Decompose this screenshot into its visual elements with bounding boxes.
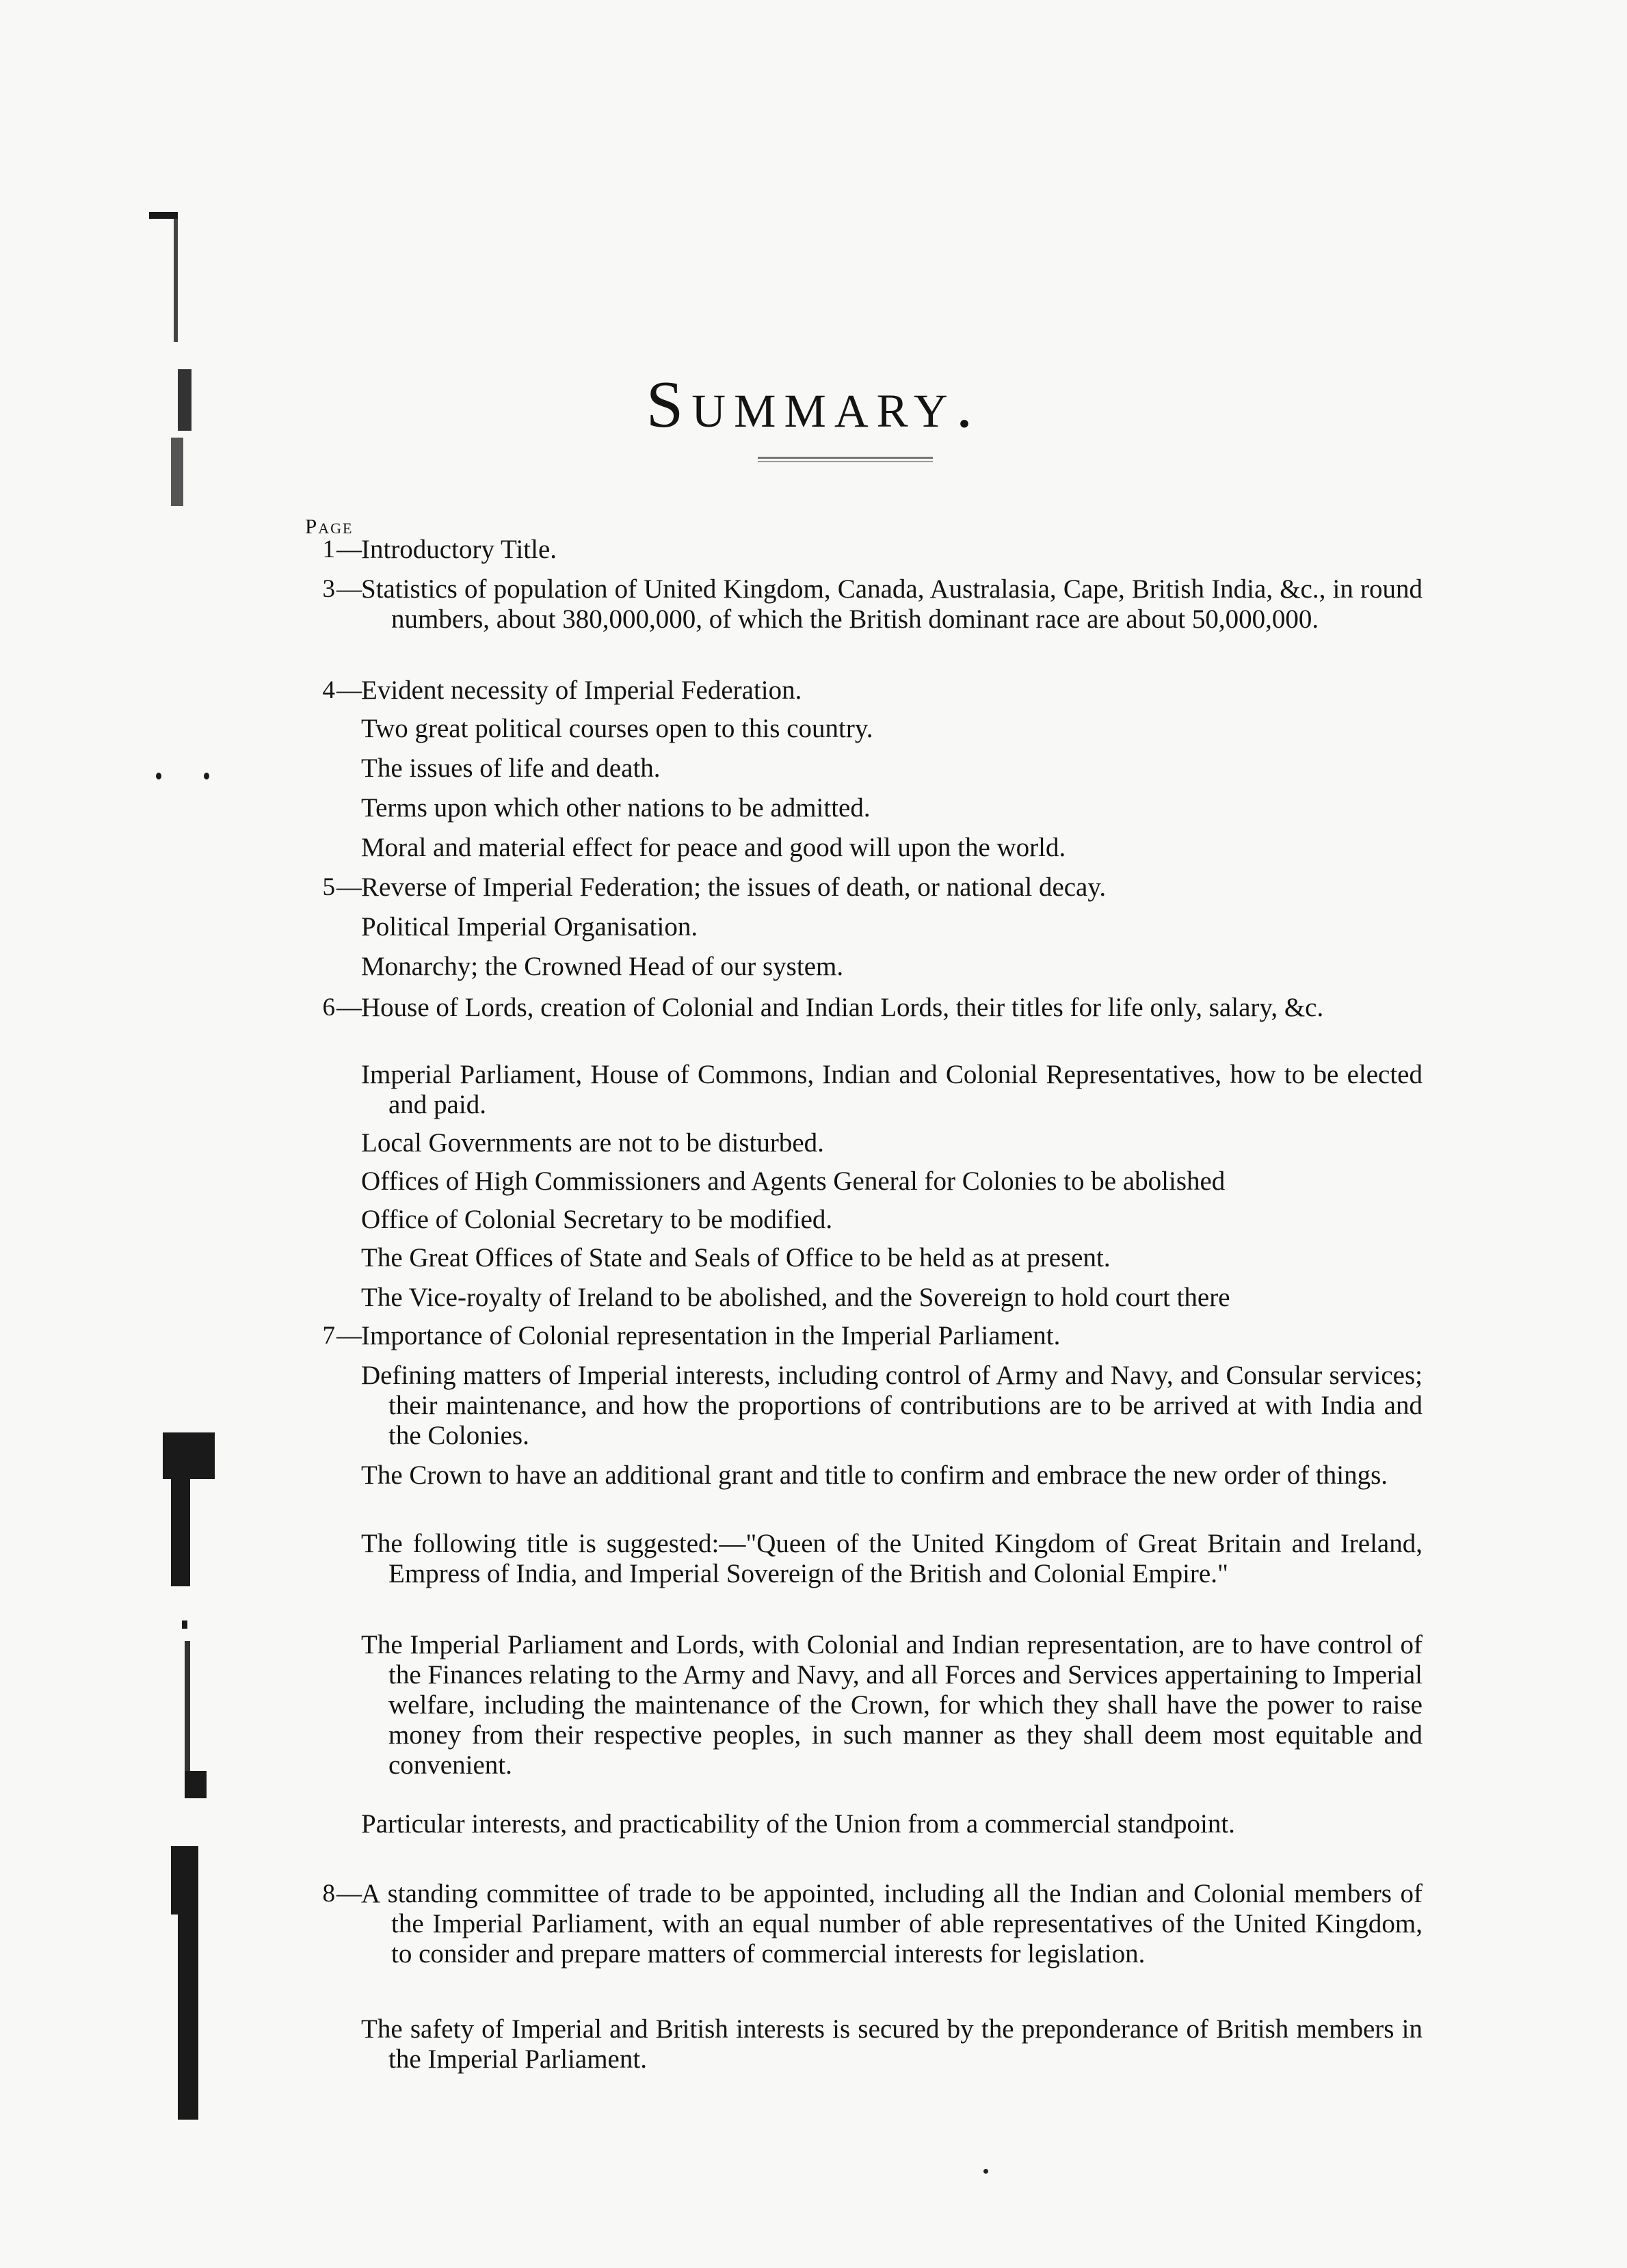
- summary-entry: [361, 872, 1423, 903]
- entry-text: The Vice-royalty of Ireland to be abolished, and the Sovereign to hold court there: [361, 1283, 1230, 1312]
- summary-entry: [361, 1809, 1423, 1839]
- summary-entry: [361, 1460, 1423, 1491]
- summary-entry: [361, 714, 1423, 744]
- summary-entry: [361, 1205, 1423, 1235]
- entry-dash: —: [336, 1880, 362, 1908]
- entry-text: The Great Offices of State and Seals of Office to be held as at present.: [361, 1243, 1111, 1272]
- entry-text: Introductory Title.: [361, 535, 557, 564]
- entry-text: Imperial Parliament, House of Commons, Indian and Colonial Representatives, how to be elected and paid.: [361, 1060, 1423, 1119]
- page-speck: [983, 2169, 988, 2174]
- entry-text: Monarchy; the Crowned Head of our system.: [361, 952, 844, 981]
- summary-entry: [361, 952, 1423, 982]
- summary-entry: [361, 833, 1423, 863]
- entry-page-number: 1: [322, 535, 335, 563]
- summary-entry: [361, 1128, 1423, 1158]
- entry-page-number: 5: [322, 873, 335, 901]
- summary-entry: [361, 2014, 1423, 2074]
- entry-text: A standing committee of trade to be appointed, including all the Indian and Colonial members of the Imperial Parliament, with an equal number of able representatives of the United Kingdom, to consider and prepare matters of commercial interests for legislation.: [361, 1879, 1423, 1969]
- entry-page-number: 7: [322, 1322, 335, 1350]
- entry-text: Defining matters of Imperial interests, including control of Army and Navy, and Consular services; their maintenance, and how the proportions of contributions are to be arrived at with India and the Colonies.: [361, 1361, 1423, 1450]
- summary-entry: [361, 1060, 1423, 1120]
- entry-text: Two great political courses open to this country.: [361, 714, 873, 743]
- summary-entry: [361, 1166, 1423, 1197]
- entry-text: House of Lords, creation of Colonial and Indian Lords, their titles for life only, salary, &c.: [361, 993, 1324, 1022]
- entry-page-number: 3: [322, 575, 335, 603]
- entry-text: Importance of Colonial representation in the Imperial Parliament.: [361, 1321, 1061, 1350]
- entry-text: Moral and material effect for peace and good will upon the world.: [361, 833, 1066, 862]
- entry-text: Office of Colonial Secretary to be modified.: [361, 1205, 833, 1234]
- entry-text: Political Imperial Organisation.: [361, 912, 698, 942]
- entry-text: The Imperial Parliament and Lords, with Colonial and Indian representation, are to have control of the Finances relating to the Army and Navy, and all Forces and Services appertaining to Imperial welfare, including the maintenance of the Crown, for which they shall have the power to raise money from their respective peoples, in such manner as they shall deem most equitable and convenient.: [361, 1630, 1423, 1780]
- page-title: Summary.: [646, 367, 981, 442]
- entry-text: The issues of life and death.: [361, 753, 661, 783]
- summary-entry: [361, 912, 1423, 942]
- summary-entry: [361, 993, 1423, 1023]
- summary-entry: [361, 793, 1423, 823]
- entry-dash: —: [336, 1322, 362, 1350]
- entry-dash: —: [336, 535, 362, 563]
- summary-entry: [361, 1243, 1423, 1273]
- summary-entry: [361, 574, 1423, 635]
- entry-dash: —: [336, 873, 362, 901]
- entry-text: Evident necessity of Imperial Federation.: [361, 676, 802, 705]
- entry-text: Local Governments are not to be disturbed.: [361, 1128, 824, 1158]
- entry-text: Reverse of Imperial Federation; the issues of death, or national decay.: [361, 872, 1107, 902]
- summary-entry: [361, 1879, 1423, 1969]
- entry-dash: —: [336, 575, 362, 603]
- summary-entry: [361, 753, 1423, 784]
- entry-text: Terms upon which other nations to be admitted.: [361, 793, 871, 823]
- entry-dash: —: [336, 676, 362, 704]
- summary-entry: [361, 535, 1423, 565]
- entry-text: The safety of Imperial and British interests is secured by the preponderance of British members in the Imperial Parliament.: [361, 2014, 1423, 2074]
- binding-edge-marks: [144, 205, 205, 1915]
- entry-page-number: 8: [322, 1880, 335, 1908]
- summary-entry: [361, 676, 1423, 706]
- summary-entry: [361, 1361, 1423, 1451]
- entry-text: Particular interests, and practicability of the Union from a commercial standpoint.: [361, 1809, 1235, 1839]
- page-column-header: Page: [305, 514, 354, 538]
- title-rule: [758, 457, 933, 462]
- entry-text: Offices of High Commissioners and Agents General for Colonies to be abolished: [361, 1166, 1226, 1196]
- entry-text: The Crown to have an additional grant and title to confirm and embrace the new order of things.: [361, 1460, 1388, 1490]
- entry-page-number: 4: [322, 676, 335, 704]
- entry-text: Statistics of population of United Kingdom, Canada, Australasia, Cape, British India, &c., in round numbers, about 380,000,000, of which the British dominant race are about 50,000,000.: [361, 574, 1423, 634]
- summary-entry: [361, 1321, 1423, 1351]
- summary-entry: [361, 1529, 1423, 1589]
- entry-text: The following title is suggested:—"Queen of the United Kingdom of Great Britain and Ireland, Empress of India, and Imperial Sovereign of the British and Colonial Empire.": [361, 1529, 1423, 1588]
- summary-entry: [361, 1630, 1423, 1780]
- entry-dash: —: [336, 993, 362, 1022]
- entry-page-number: 6: [322, 993, 335, 1022]
- summary-entry: [361, 1283, 1423, 1313]
